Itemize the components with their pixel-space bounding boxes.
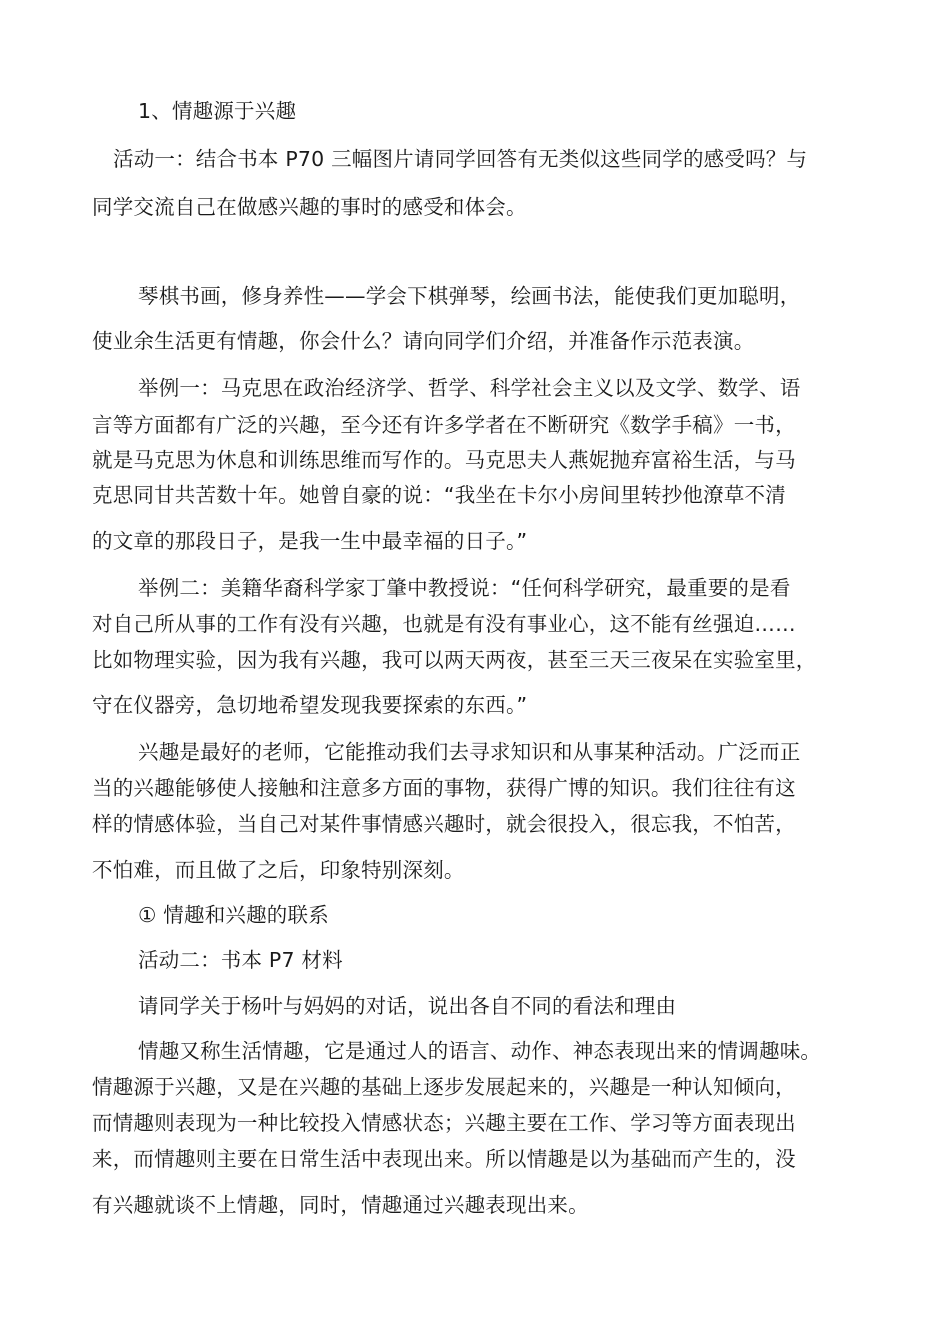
paragraph-line: 就是马克思为休息和训练思维而写作的。马克思夫人燕妮抛弃富裕生活，与马 bbox=[92, 448, 796, 472]
paragraph-line: 同学交流自己在做感兴趣的事时的感受和体会。 bbox=[92, 195, 527, 219]
paragraph-line: 活动一：结合书本 P70 三幅图片请同学回答有无类似这些同学的感受吗？与 bbox=[113, 147, 808, 171]
paragraph-line: 的文章的那段日子，是我一生中最幸福的日子。” bbox=[92, 529, 528, 553]
paragraph-line: 言等方面都有广泛的兴趣，至今还有许多学者在不断研究《数学手稿》一书， bbox=[92, 413, 796, 437]
paragraph-line: 当的兴趣能够使人接触和注意多方面的事物，获得广博的知识。我们往往有这 bbox=[92, 776, 796, 800]
paragraph-line: 请同学关于杨叶与妈妈的对话，说出各自不同的看法和理由 bbox=[138, 994, 677, 1018]
paragraph-line: 守在仪器旁，急切地希望发现我要探索的东西。” bbox=[92, 693, 528, 717]
paragraph-line: 不怕难，而且做了之后，印象特别深刻。 bbox=[92, 858, 465, 882]
paragraph-line: 琴棋书画，修身养性——学会下棋弹琴，绘画书法，能使我们更加聪明， bbox=[138, 284, 801, 308]
paragraph-line: 兴趣是最好的老师，它能推动我们去寻求知识和从事某种活动。广泛而正 bbox=[138, 740, 801, 764]
paragraph-line: 样的情感体验，当自己对某件事情感兴趣时，就会很投入，很忘我，不怕苦， bbox=[92, 812, 796, 836]
paragraph-line: 对自己所从事的工作有没有兴趣，也就是有没有事业心，这不能有丝强迫…… bbox=[92, 612, 796, 636]
paragraph-line: 活动二：书本 P7 材料 bbox=[138, 948, 343, 972]
subsection-heading: ① 情趣和兴趣的联系 bbox=[138, 903, 329, 927]
paragraph-line: 举例二：美籍华裔科学家丁肇中教授说：“任何科学研究，最重要的是看 bbox=[138, 576, 791, 600]
paragraph-line: 举例一：马克思在政治经济学、哲学、科学社会主义以及文学、数学、语 bbox=[138, 376, 801, 400]
paragraph-line: 比如物理实验，因为我有兴趣，我可以两天两夜，甚至三天三夜呆在实验室里， bbox=[92, 648, 817, 672]
paragraph-line: 有兴趣就谈不上情趣，同时，情趣通过兴趣表现出来。 bbox=[92, 1193, 589, 1217]
paragraph-line: 情趣又称生活情趣，它是通过人的语言、动作、神态表现出来的情调趣味。 bbox=[138, 1039, 822, 1063]
section-heading: 1、情趣源于兴趣 bbox=[138, 99, 297, 123]
paragraph-line: 来，而情趣则主要在日常生活中表现出来。所以情趣是以为基础而产生的，没 bbox=[92, 1147, 796, 1171]
paragraph-line: 克思同甘共苦数十年。她曾自豪的说：“我坐在卡尔小房间里转抄他潦草不清 bbox=[92, 483, 786, 507]
paragraph-line: 而情趣则表现为一种比较投入情感状态；兴趣主要在工作、学习等方面表现出 bbox=[92, 1111, 796, 1135]
paragraph-line: 情趣源于兴趣，又是在兴趣的基础上逐步发展起来的，兴趣是一种认知倾向， bbox=[92, 1075, 796, 1099]
paragraph-line: 使业余生活更有情趣，你会什么？请向同学们介绍，并准备作示范表演。 bbox=[92, 329, 755, 353]
